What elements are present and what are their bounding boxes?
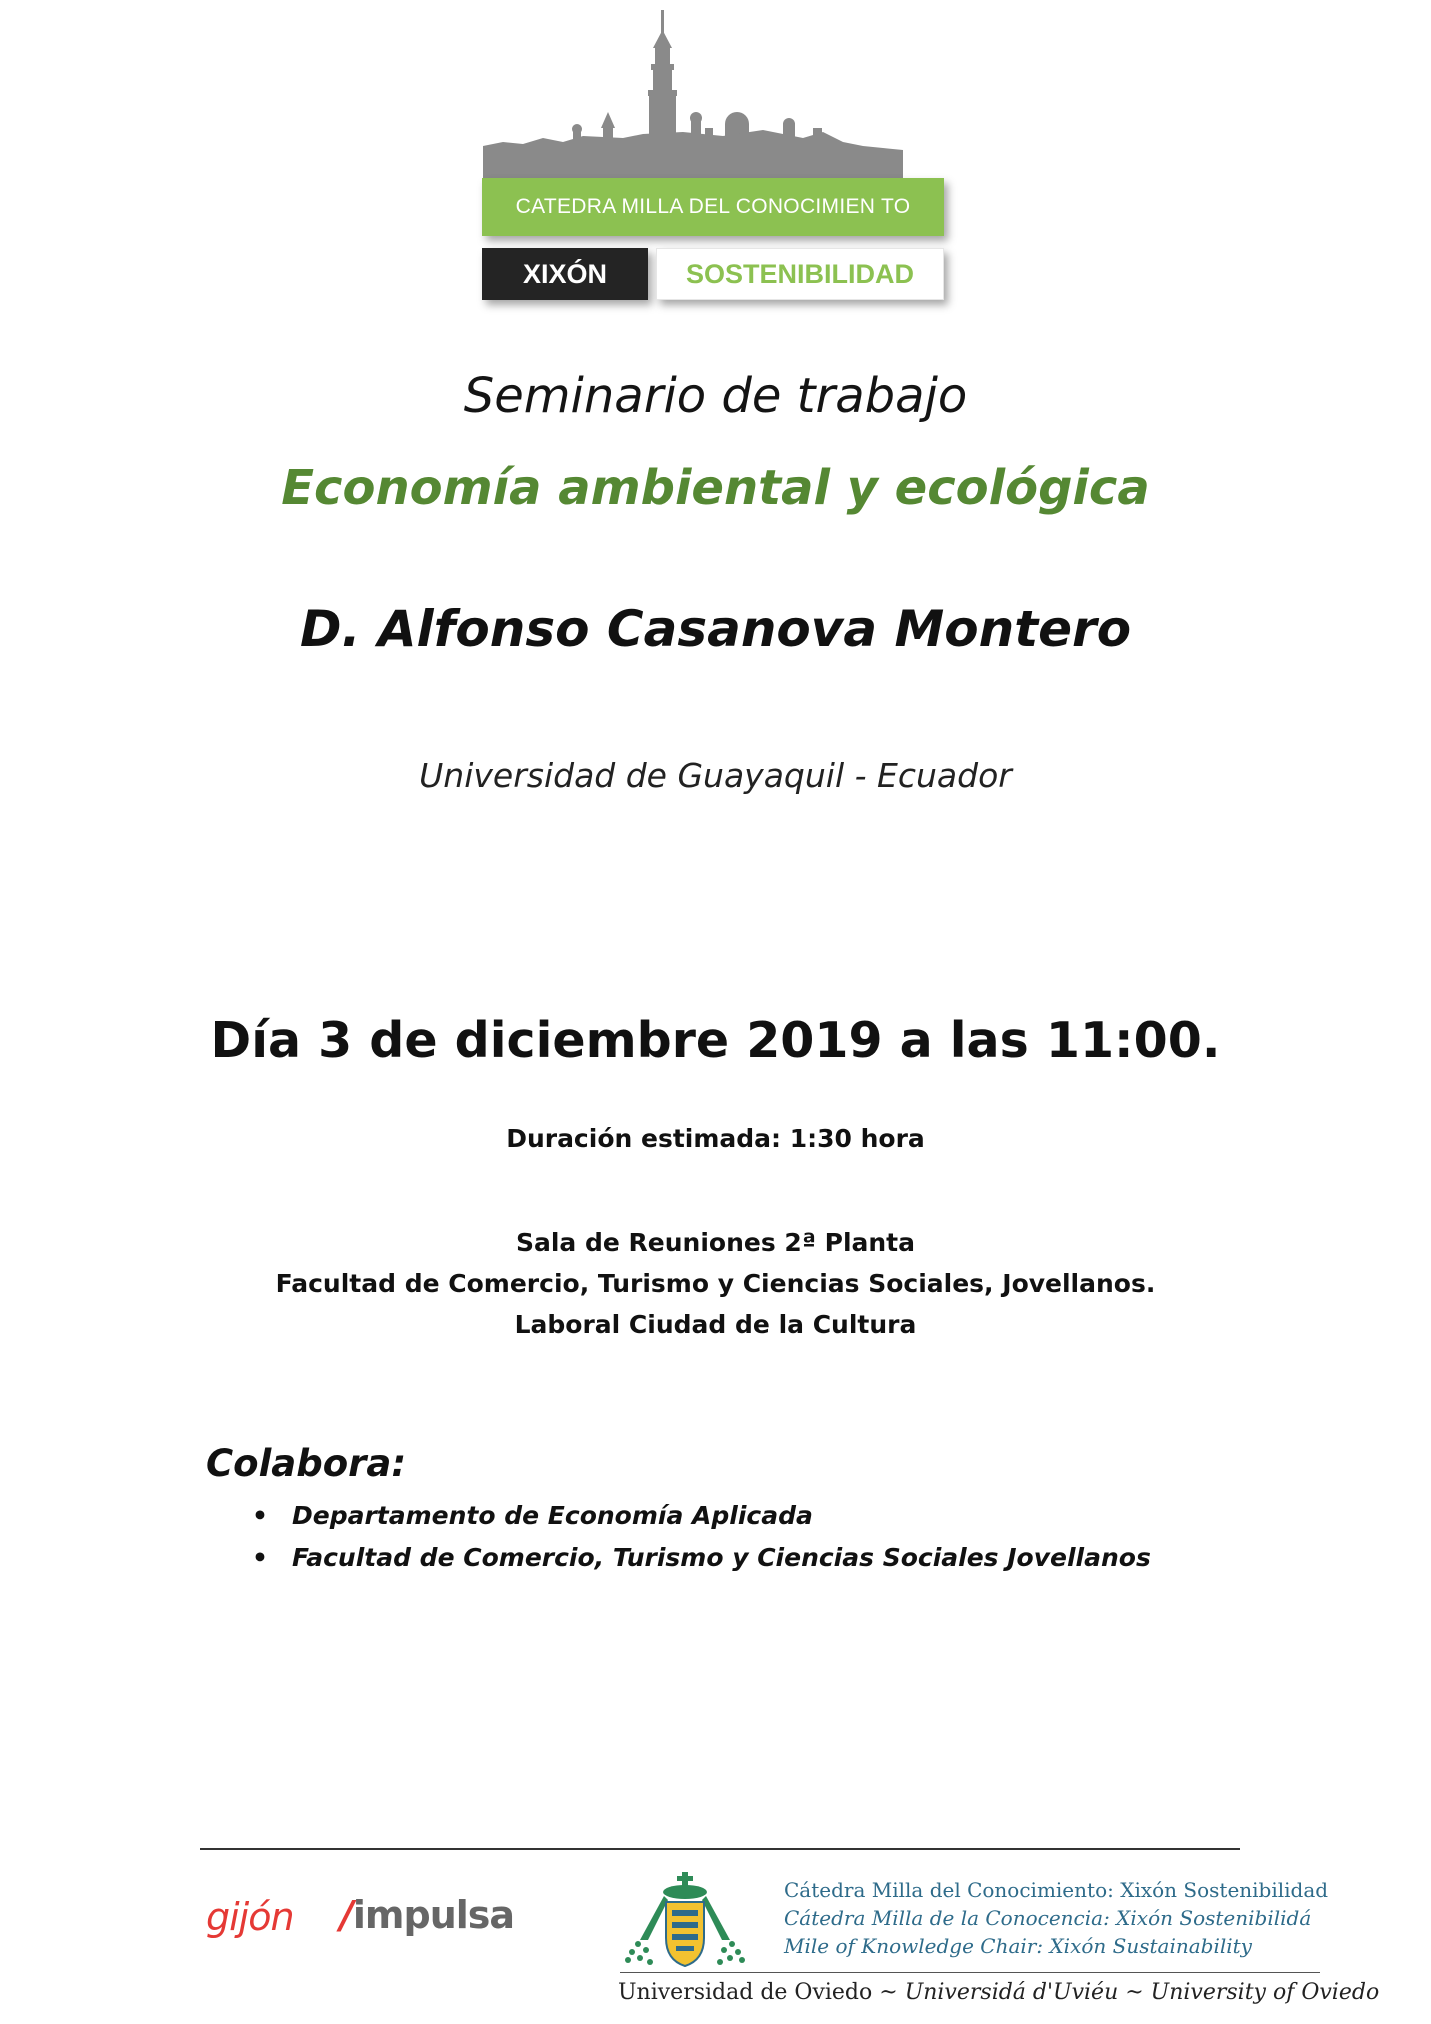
logo-city-box: [482, 248, 648, 300]
list-item-text: Facultad de Comercio, Turismo y Ciencias Sociales Jovellanos: [292, 1543, 1151, 1572]
event-subtitle: Economía ambiental y ecológica: [281, 460, 1150, 516]
chair-line-spanish: Cátedra Milla del Conocimiento: Xixón Sostenibilidad: [784, 1878, 1329, 1902]
event-title: Seminario de trabajo: [463, 368, 968, 424]
impulsa-logo-text: impulsa: [352, 1893, 515, 1937]
university-name-other: Universidá d'Uviéu ~ University of Oviedo: [904, 1980, 1380, 2005]
colabora-heading: Colabora:: [206, 1442, 407, 1485]
speaker-affiliation: Universidad de Guayaquil - Ecuador: [419, 756, 1012, 795]
footer-divider: [200, 1848, 1240, 1850]
logo-topic-box: [656, 248, 944, 300]
bullet-icon: •: [252, 1543, 268, 1572]
bullet-icon: •: [252, 1501, 268, 1530]
event-duration: Duración estimada: 1:30 hora: [506, 1124, 925, 1153]
list-item: [250, 1537, 1151, 1579]
university-name: [618, 1980, 1379, 2005]
colabora-list: [250, 1495, 1151, 1579]
logo-title-text: CATEDRA MILLA DEL CONOCIMIEN TO: [515, 195, 911, 218]
gijon-logo: gijón: [206, 1895, 294, 1939]
chair-text-block: [784, 1876, 1328, 1960]
city-skyline-icon: [483, 8, 903, 178]
catedra-logo: [470, 8, 950, 308]
speaker-name: D. Alfonso Casanova Montero: [299, 600, 1132, 658]
venue-line: Laboral Ciudad de la Cultura: [514, 1310, 917, 1339]
logo-city-text: XIXÓN: [522, 258, 608, 289]
list-item-text: Departamento de Economía Aplicada: [292, 1501, 813, 1530]
logo-title-bar: [482, 178, 944, 236]
impulsa-logo: [340, 1893, 514, 1937]
list-item: [250, 1495, 1151, 1537]
university-crest-icon: [620, 1870, 750, 1970]
impulsa-slash-icon: /: [340, 1893, 353, 1937]
venue-line: Sala de Reuniones 2ª Planta: [515, 1228, 916, 1257]
event-venue: [0, 1222, 1431, 1345]
chair-line-english: Mile of Knowledge Chair: Xixón Sustainability: [784, 1934, 1252, 1958]
event-date: Día 3 de diciembre 2019 a las 11:00.: [210, 1012, 1221, 1069]
logo-topic-text: SOSTENIBILIDAD: [685, 258, 914, 289]
chair-line-asturian: Cátedra Milla de la Conocencia: Xixón Sostenibilidá: [784, 1906, 1312, 1930]
venue-line: Facultad de Comercio, Turismo y Ciencias Sociales, Jovellanos.: [275, 1269, 1156, 1298]
university-name-spanish: Universidad de Oviedo ~: [618, 1980, 905, 2005]
university-divider: [620, 1972, 1320, 1973]
